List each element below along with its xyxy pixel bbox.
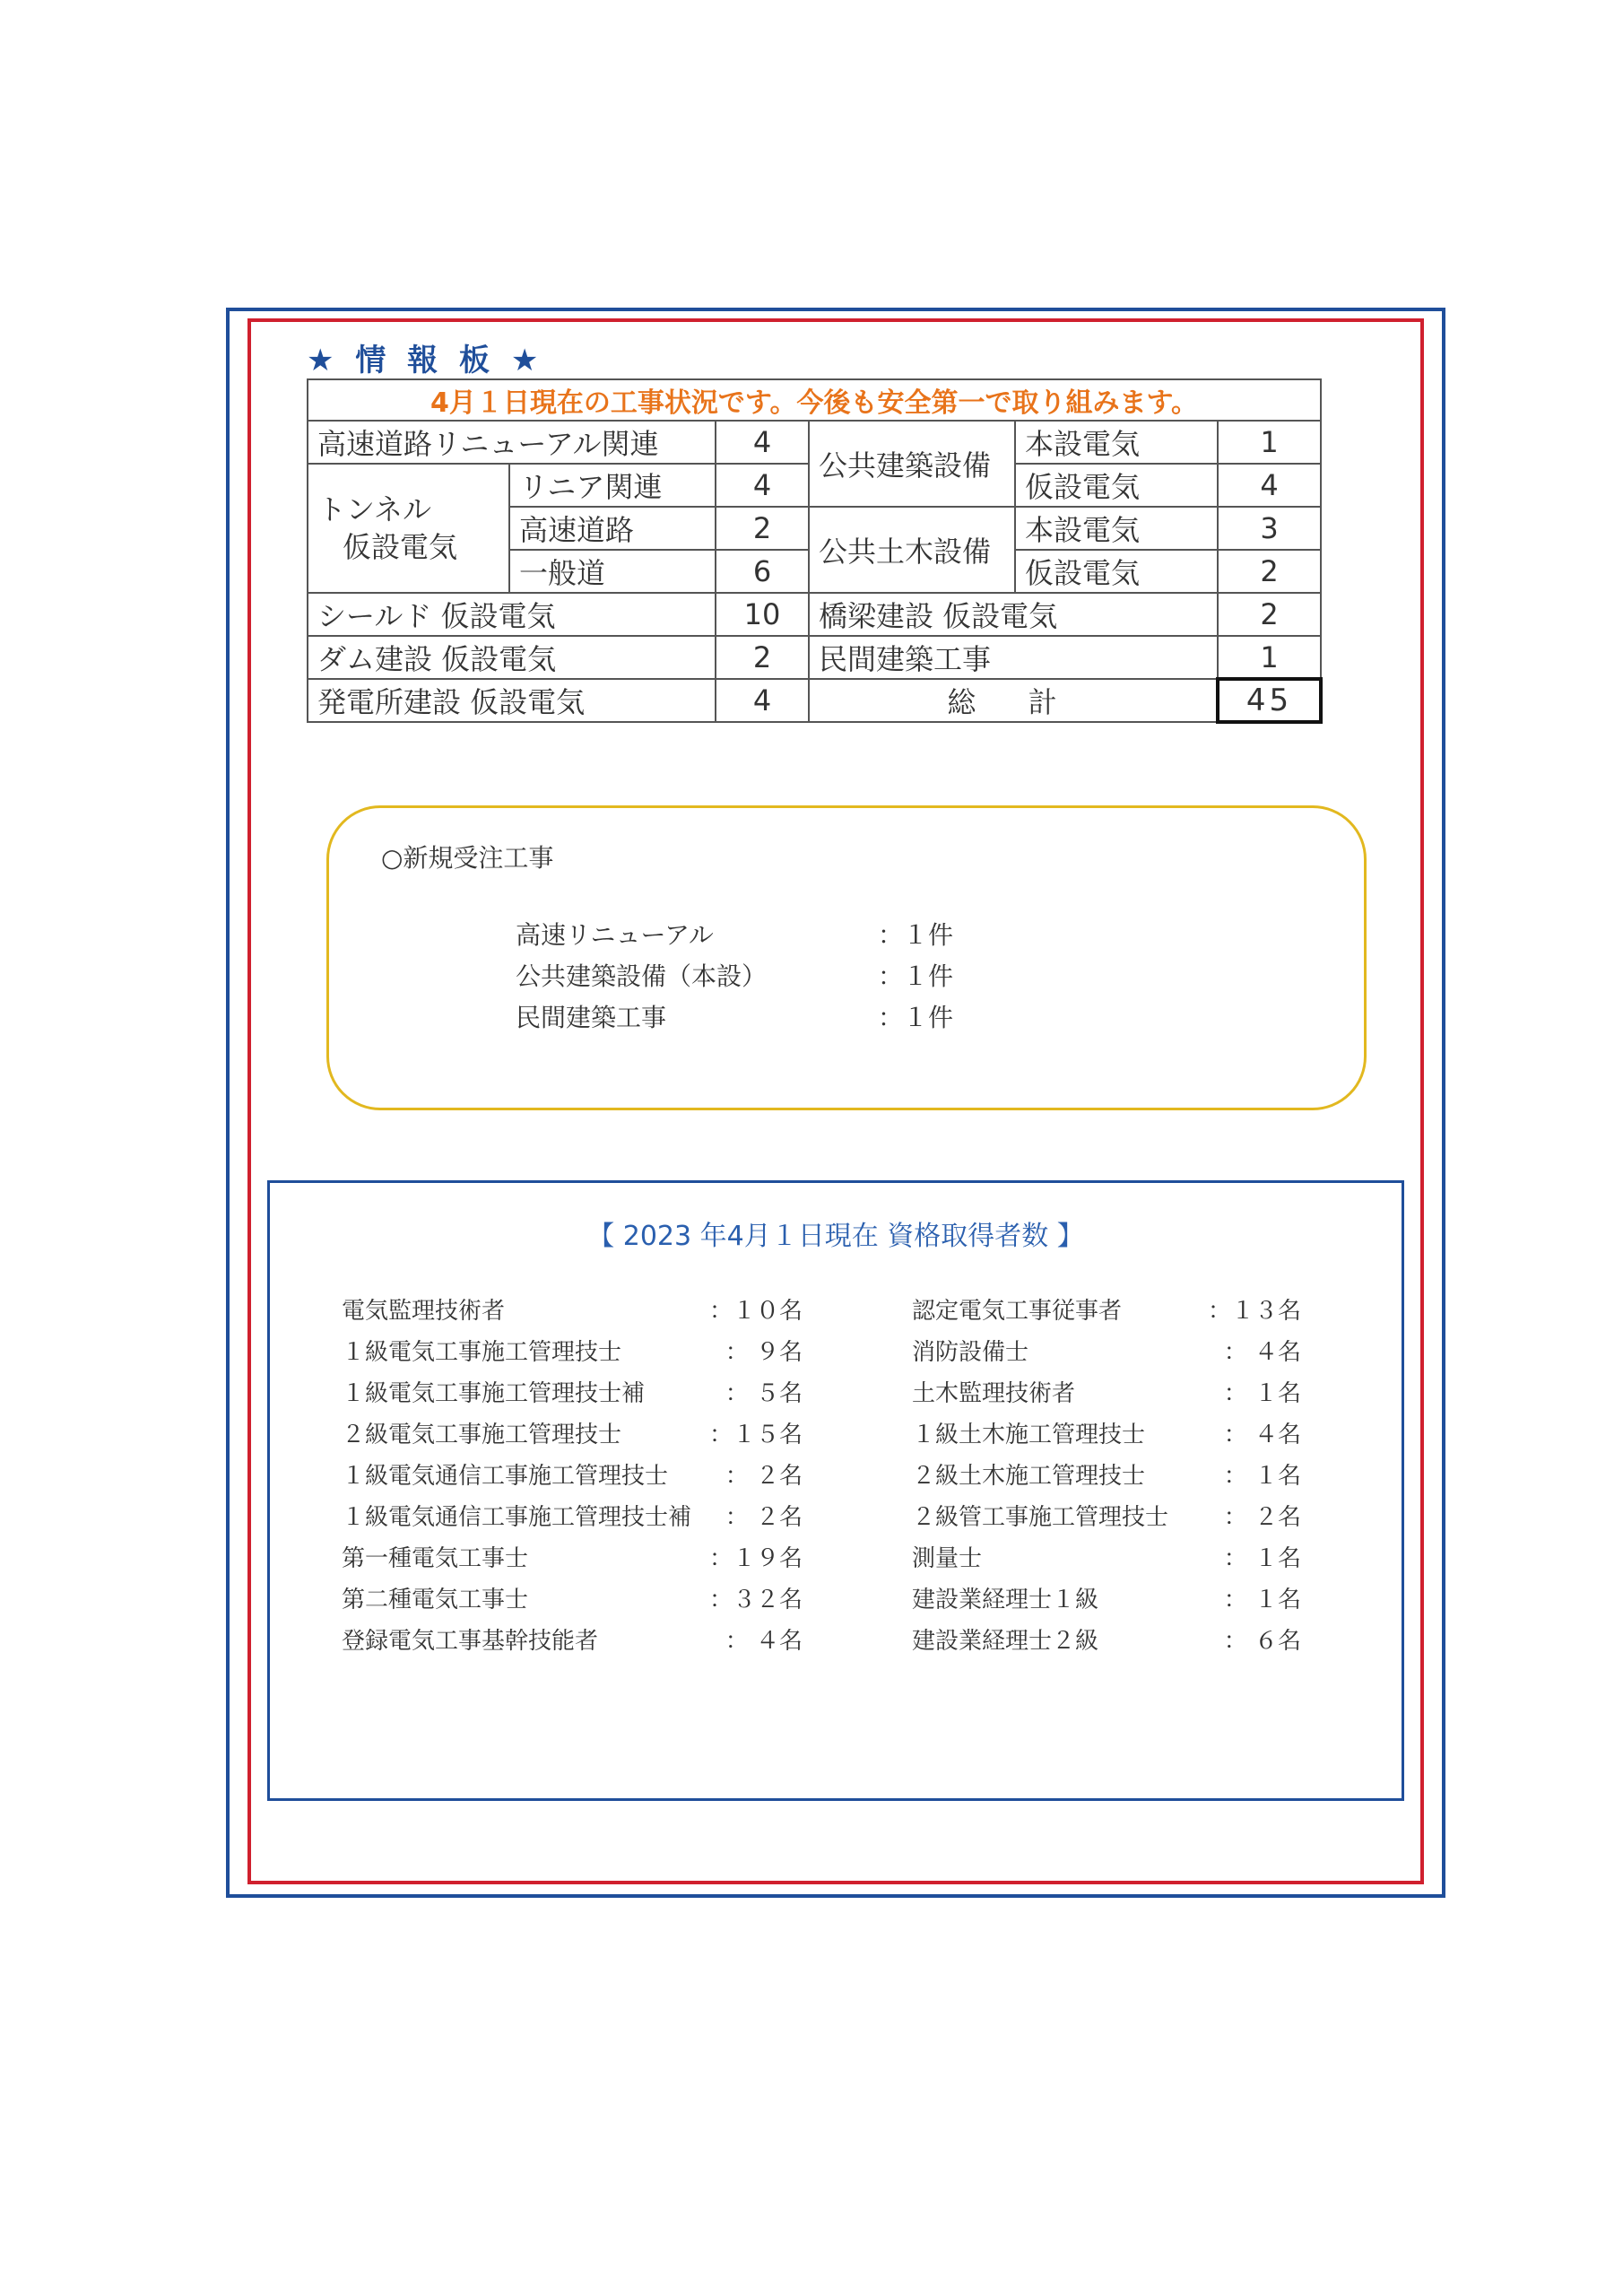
qual-count: ： ２名 xyxy=(725,1463,803,1490)
qual-count: ： ２名 xyxy=(1223,1504,1301,1531)
work-count: 4 xyxy=(716,464,809,507)
qual-count: ： １名 xyxy=(1223,1587,1301,1613)
qual-count: ： １名 xyxy=(1223,1545,1301,1572)
work-sublabel: 高速道路 xyxy=(509,507,716,550)
new-order-label: 民間建築工事 xyxy=(516,1003,667,1032)
work-count: 1 xyxy=(1218,421,1321,464)
work-count: 2 xyxy=(716,507,809,550)
qual-count: ： １名 xyxy=(1223,1463,1301,1490)
work-count: 1 xyxy=(1218,636,1321,679)
tunnel-label-line2: 仮設電気 xyxy=(343,530,458,564)
work-label: 公共土木設備 xyxy=(809,507,1015,593)
work-label: ダム建設 仮設電気 xyxy=(308,636,716,679)
work-sublabel: 本設電気 xyxy=(1015,421,1218,464)
work-count: 2 xyxy=(1218,550,1321,593)
status-headline: 4月１日現在の工事状況です。今後も安全第一で取り組みます。 xyxy=(308,379,1321,421)
qual-count: ：１０名 xyxy=(708,1298,803,1325)
qual-count: ：１９名 xyxy=(708,1545,803,1572)
work-label: 公共建築設備 xyxy=(809,421,1015,507)
table-row xyxy=(308,421,1321,464)
work-sublabel: 仮設電気 xyxy=(1015,464,1218,507)
work-sublabel: 一般道 xyxy=(509,550,716,593)
new-orders-title: ○新規受注工事 xyxy=(381,843,554,873)
qual-name: １級電気通信工事施工管理技士補 xyxy=(342,1504,692,1531)
qual-count: ：１３名 xyxy=(1207,1298,1301,1325)
qual-count: ：１５名 xyxy=(708,1422,803,1448)
work-count: 3 xyxy=(1218,507,1321,550)
qual-count: ： ４名 xyxy=(1223,1339,1301,1366)
works-status-table xyxy=(307,378,1323,724)
work-label: 橋梁建設 仮設電気 xyxy=(809,593,1218,636)
qual-count: ： ６名 xyxy=(1223,1628,1301,1655)
qual-name: 土木監理技術者 xyxy=(912,1380,1076,1407)
work-count: 6 xyxy=(716,550,809,593)
qual-name: 認定電気工事従事者 xyxy=(912,1298,1123,1325)
qual-name: 消防設備士 xyxy=(912,1339,1029,1366)
new-orders-panel xyxy=(326,805,1367,1110)
qualifications-title: 【 2023 年4月１日現在 資格取得者数 】 xyxy=(587,1221,1084,1252)
qual-count: ： ４名 xyxy=(725,1628,803,1655)
work-label: 民間建築工事 xyxy=(809,636,1218,679)
board-title: ★ 情 報 板 ★ xyxy=(307,343,544,378)
qual-name: １級土木施工管理技士 xyxy=(912,1422,1146,1448)
table-row xyxy=(308,379,1321,421)
work-count: 2 xyxy=(1218,593,1321,636)
qual-count: ：３２名 xyxy=(708,1587,803,1613)
qual-name: 測量士 xyxy=(912,1545,983,1572)
work-count: 2 xyxy=(716,636,809,679)
qual-name: 建設業経理士１級 xyxy=(912,1587,1099,1613)
work-count: 10 xyxy=(716,593,809,636)
qualifications-panel xyxy=(267,1180,1404,1801)
qual-name: ２級電気工事施工管理技士 xyxy=(342,1422,622,1448)
table-row xyxy=(308,593,1321,636)
qual-name: 登録電気工事基幹技能者 xyxy=(342,1628,599,1655)
work-count: 4 xyxy=(716,421,809,464)
qual-name: 第一種電気工事士 xyxy=(342,1545,529,1572)
qual-name: 第二種電気工事士 xyxy=(342,1587,529,1613)
new-order-count: ：１件 xyxy=(878,961,954,991)
work-label: 高速道路リニューアル関連 xyxy=(308,421,716,464)
qual-name: ２級土木施工管理技士 xyxy=(912,1463,1146,1490)
new-order-label: 公共建築設備（本設） xyxy=(516,961,768,991)
work-label-tunnel xyxy=(308,464,509,593)
work-label: 発電所建設 仮設電気 xyxy=(308,679,716,722)
total-label: 総 計 xyxy=(809,679,1218,722)
qual-count: ： ５名 xyxy=(725,1380,803,1407)
total-count: 45 xyxy=(1218,679,1321,722)
qual-name: 建設業経理士２級 xyxy=(912,1628,1099,1655)
qual-count: ： １名 xyxy=(1223,1380,1301,1407)
work-sublabel: 仮設電気 xyxy=(1015,550,1218,593)
table-row xyxy=(308,636,1321,679)
qual-name: １級電気通信工事施工管理技士 xyxy=(342,1463,669,1490)
qual-count: ： ９名 xyxy=(725,1339,803,1366)
qual-count: ： ４名 xyxy=(1223,1422,1301,1448)
qual-name: １級電気工事施工管理技士補 xyxy=(342,1380,646,1407)
work-sublabel: リニア関連 xyxy=(509,464,716,507)
tunnel-label-line1: トンネル xyxy=(317,492,432,526)
qual-name: １級電気工事施工管理技士 xyxy=(342,1339,622,1366)
work-label: シールド 仮設電気 xyxy=(308,593,716,636)
new-order-count: ：１件 xyxy=(878,920,954,950)
qual-name: 電気監理技術者 xyxy=(342,1298,506,1325)
table-row xyxy=(308,679,1321,722)
qual-name: ２級管工事施工管理技士 xyxy=(912,1504,1169,1531)
qual-count: ： ２名 xyxy=(725,1504,803,1531)
work-count: 4 xyxy=(1218,464,1321,507)
work-count: 4 xyxy=(716,679,809,722)
new-order-count: ：１件 xyxy=(878,1003,954,1032)
work-sublabel: 本設電気 xyxy=(1015,507,1218,550)
new-order-label: 高速リニューアル xyxy=(516,920,714,950)
